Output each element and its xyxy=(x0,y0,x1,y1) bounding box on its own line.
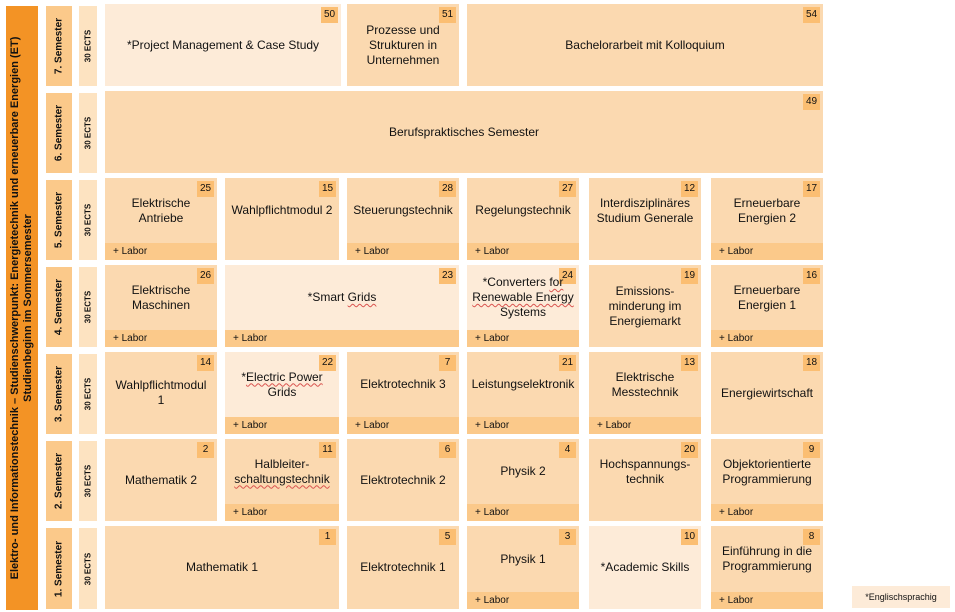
module-20[interactable] xyxy=(589,439,701,521)
program-title-line1: Elektro- und Informationstechnik – Studienschwerpunkt: Energietechnik und erneuerbare Energien (ET) xyxy=(9,36,21,580)
module-13[interactable] xyxy=(589,352,701,434)
module-8[interactable] xyxy=(711,526,823,609)
module-title: Elektrotechnik 1 xyxy=(360,560,446,574)
module-title: Elektrotechnik 2 xyxy=(360,472,446,487)
module-title-part: schaltungstechnik xyxy=(234,471,330,486)
labor-note: + Labor xyxy=(225,417,339,434)
module-title: Erneuerbare Energien 2 xyxy=(733,195,801,225)
module-16[interactable] xyxy=(711,265,823,347)
module-7[interactable] xyxy=(347,352,459,434)
module-54[interactable] xyxy=(467,4,823,86)
module-number: 17 xyxy=(803,181,820,197)
module-title-part: Grids xyxy=(347,290,377,304)
module-title: Elektrische Antriebe xyxy=(131,195,191,225)
module-5[interactable] xyxy=(347,526,459,609)
module-number: 21 xyxy=(559,355,576,371)
module-title: Mathematik 1 xyxy=(185,560,259,574)
labor-note: + Labor xyxy=(105,330,217,347)
ects-text: 30 ECTS xyxy=(83,203,93,237)
module-27[interactable] xyxy=(467,178,579,260)
module-51[interactable] xyxy=(347,4,459,86)
ects-text: 30 ECTS xyxy=(83,377,93,411)
ects-label-6 xyxy=(79,93,97,173)
module-title: Steuerungstechnik xyxy=(353,203,453,217)
module-title: Energiewirtschaft xyxy=(720,385,814,400)
module-title-part: Electric Power xyxy=(245,369,323,384)
semester-5-text: 5. Semester xyxy=(53,191,65,249)
semester-label-1 xyxy=(46,528,72,609)
module-title: Bachelorarbeit mit Kolloquium xyxy=(565,37,725,52)
module-number: 49 xyxy=(803,94,820,110)
semester-label-7 xyxy=(46,6,72,86)
module-number: 10 xyxy=(681,529,698,545)
module-number: 12 xyxy=(681,181,698,197)
labor-note: + Labor xyxy=(467,243,579,260)
module-number: 9 xyxy=(803,442,820,458)
semester-3-text: 3. Semester xyxy=(53,365,65,423)
module-3[interactable] xyxy=(467,526,579,609)
module-title: Physik 2 xyxy=(500,464,546,478)
program-title-line2: Studienbeginn im Sommersemester xyxy=(22,214,34,402)
module-2[interactable] xyxy=(105,439,217,521)
module-number: 5 xyxy=(439,529,456,545)
module-title-part: *Converters xyxy=(482,275,550,289)
module-number: 22 xyxy=(319,355,336,371)
module-title: Erneuerbare Energien 1 xyxy=(733,282,801,312)
module-title xyxy=(231,352,333,417)
module-number: 4 xyxy=(559,442,576,458)
module-title-part: Halbleiter- xyxy=(254,456,310,471)
labor-note: + Labor xyxy=(467,592,579,609)
module-title: Prozesse und Strukturen in Unternehmen xyxy=(366,22,440,67)
module-title: Wahlpflichtmodul 1 xyxy=(115,378,207,407)
ects-label-2 xyxy=(79,441,97,521)
module-24[interactable] xyxy=(467,265,579,347)
module-title-part: for xyxy=(549,275,564,289)
labor-note: + Labor xyxy=(225,504,339,521)
module-12[interactable] xyxy=(589,178,701,260)
module-title: Emissions-minderung im Energiemarkt xyxy=(608,283,682,328)
semester-4-text: 4. Semester xyxy=(53,278,65,336)
labor-note: + Labor xyxy=(467,504,579,521)
module-title-part: Renewable Energy xyxy=(472,290,574,304)
labor-note: + Labor xyxy=(589,417,701,434)
module-number: 50 xyxy=(321,7,338,23)
ects-label-4 xyxy=(79,267,97,347)
labor-note: + Labor xyxy=(711,504,823,521)
ects-text: 30 ECTS xyxy=(83,464,93,498)
module-number: 16 xyxy=(803,268,820,284)
module-25[interactable] xyxy=(105,178,217,260)
module-title: Objektorientierte Programmierung xyxy=(722,456,812,486)
module-number: 25 xyxy=(197,181,214,197)
module-4[interactable] xyxy=(467,439,579,521)
module-title: Berufspraktisches Semester xyxy=(388,124,540,139)
ects-text: 30 ECTS xyxy=(83,290,93,324)
module-49[interactable] xyxy=(105,91,823,173)
module-title: Wahlpflichtmodul 2 xyxy=(231,203,333,217)
module-1[interactable] xyxy=(105,526,339,609)
module-number: 19 xyxy=(681,268,698,284)
module-number: 13 xyxy=(681,355,698,371)
semester-label-4 xyxy=(46,267,72,347)
legend-english: *Englischsprachig xyxy=(852,586,950,608)
semester-label-6 xyxy=(46,93,72,173)
module-title-part: Systems xyxy=(499,305,546,319)
semester-7-text: 7. Semester xyxy=(53,17,65,75)
ects-text: 30 ECTS xyxy=(83,116,93,150)
module-number: 26 xyxy=(197,268,214,284)
ects-label-1 xyxy=(79,528,97,609)
module-title: Leistungselektronik xyxy=(471,377,575,391)
module-title: Elektrotechnik 3 xyxy=(360,377,446,391)
module-title: Hochspannungs-technik xyxy=(599,456,691,486)
module-number: 2 xyxy=(197,442,214,458)
module-title: Physik 1 xyxy=(500,551,546,566)
semester-label-2 xyxy=(46,441,72,521)
module-title: *Academic Skills xyxy=(600,560,690,574)
module-6[interactable] xyxy=(347,439,459,521)
module-number: 7 xyxy=(439,355,456,371)
module-number: 14 xyxy=(197,355,214,371)
module-title-part: * xyxy=(241,369,246,384)
module-14[interactable] xyxy=(105,352,217,434)
module-number: 24 xyxy=(559,268,576,284)
semester-1-text: 1. Semester xyxy=(53,540,65,597)
labor-note: + Labor xyxy=(467,417,579,434)
module-22[interactable] xyxy=(225,352,339,434)
module-title: Interdisziplinäres Studium Generale xyxy=(596,195,694,225)
module-title: *Project Management & Case Study xyxy=(126,37,320,52)
module-title xyxy=(470,265,576,330)
ects-label-7 xyxy=(79,6,97,86)
module-26[interactable] xyxy=(105,265,217,347)
semester-2-text: 2. Semester xyxy=(53,452,65,510)
ects-label-3 xyxy=(79,354,97,434)
module-number: 15 xyxy=(319,181,336,197)
module-23[interactable] xyxy=(225,265,459,347)
module-number: 1 xyxy=(319,529,336,545)
labor-note: + Labor xyxy=(225,330,459,347)
module-title xyxy=(231,265,453,330)
module-title: Mathematik 2 xyxy=(124,472,198,487)
semester-6-text: 6. Semester xyxy=(53,104,65,162)
semester-label-5 xyxy=(46,180,72,260)
module-number: 23 xyxy=(439,268,456,284)
module-title: Elektrische Messtechnik xyxy=(611,369,679,399)
module-number: 28 xyxy=(439,181,456,197)
module-18[interactable] xyxy=(711,352,823,434)
program-title-banner xyxy=(6,6,38,610)
module-title: Regelungstechnik xyxy=(475,203,571,217)
module-number: 18 xyxy=(803,355,820,371)
module-10[interactable] xyxy=(589,526,701,609)
semester-label-3 xyxy=(46,354,72,434)
module-17[interactable] xyxy=(711,178,823,260)
module-15[interactable] xyxy=(225,178,339,260)
labor-note: + Labor xyxy=(467,330,579,347)
module-title: Elektrische Maschinen xyxy=(131,282,191,312)
module-19[interactable] xyxy=(589,265,701,347)
module-number: 27 xyxy=(559,181,576,197)
module-28[interactable] xyxy=(347,178,459,260)
module-number: 3 xyxy=(559,529,576,545)
module-11[interactable] xyxy=(225,439,339,521)
module-title-part: *Smart xyxy=(307,290,348,304)
module-number: 20 xyxy=(681,442,698,458)
module-title-part: Grids xyxy=(267,384,297,399)
module-50[interactable] xyxy=(105,4,341,86)
module-number: 6 xyxy=(439,442,456,458)
module-number: 51 xyxy=(439,7,456,23)
module-21[interactable] xyxy=(467,352,579,434)
labor-note: + Labor xyxy=(347,243,459,260)
labor-note: + Labor xyxy=(711,592,823,609)
labor-note: + Labor xyxy=(105,243,217,260)
ects-text: 30 ECTS xyxy=(83,552,93,585)
module-number: 8 xyxy=(803,529,820,545)
module-number: 11 xyxy=(319,442,336,458)
program-title xyxy=(9,37,35,580)
module-number: 54 xyxy=(803,7,820,23)
labor-note: + Labor xyxy=(347,417,459,434)
ects-text: 30 ECTS xyxy=(83,29,93,63)
ects-label-5 xyxy=(79,180,97,260)
module-title: Einführung in die Programmierung xyxy=(721,544,813,573)
labor-note: + Labor xyxy=(711,243,823,260)
module-9[interactable] xyxy=(711,439,823,521)
module-title xyxy=(231,439,333,504)
labor-note: + Labor xyxy=(711,330,823,347)
